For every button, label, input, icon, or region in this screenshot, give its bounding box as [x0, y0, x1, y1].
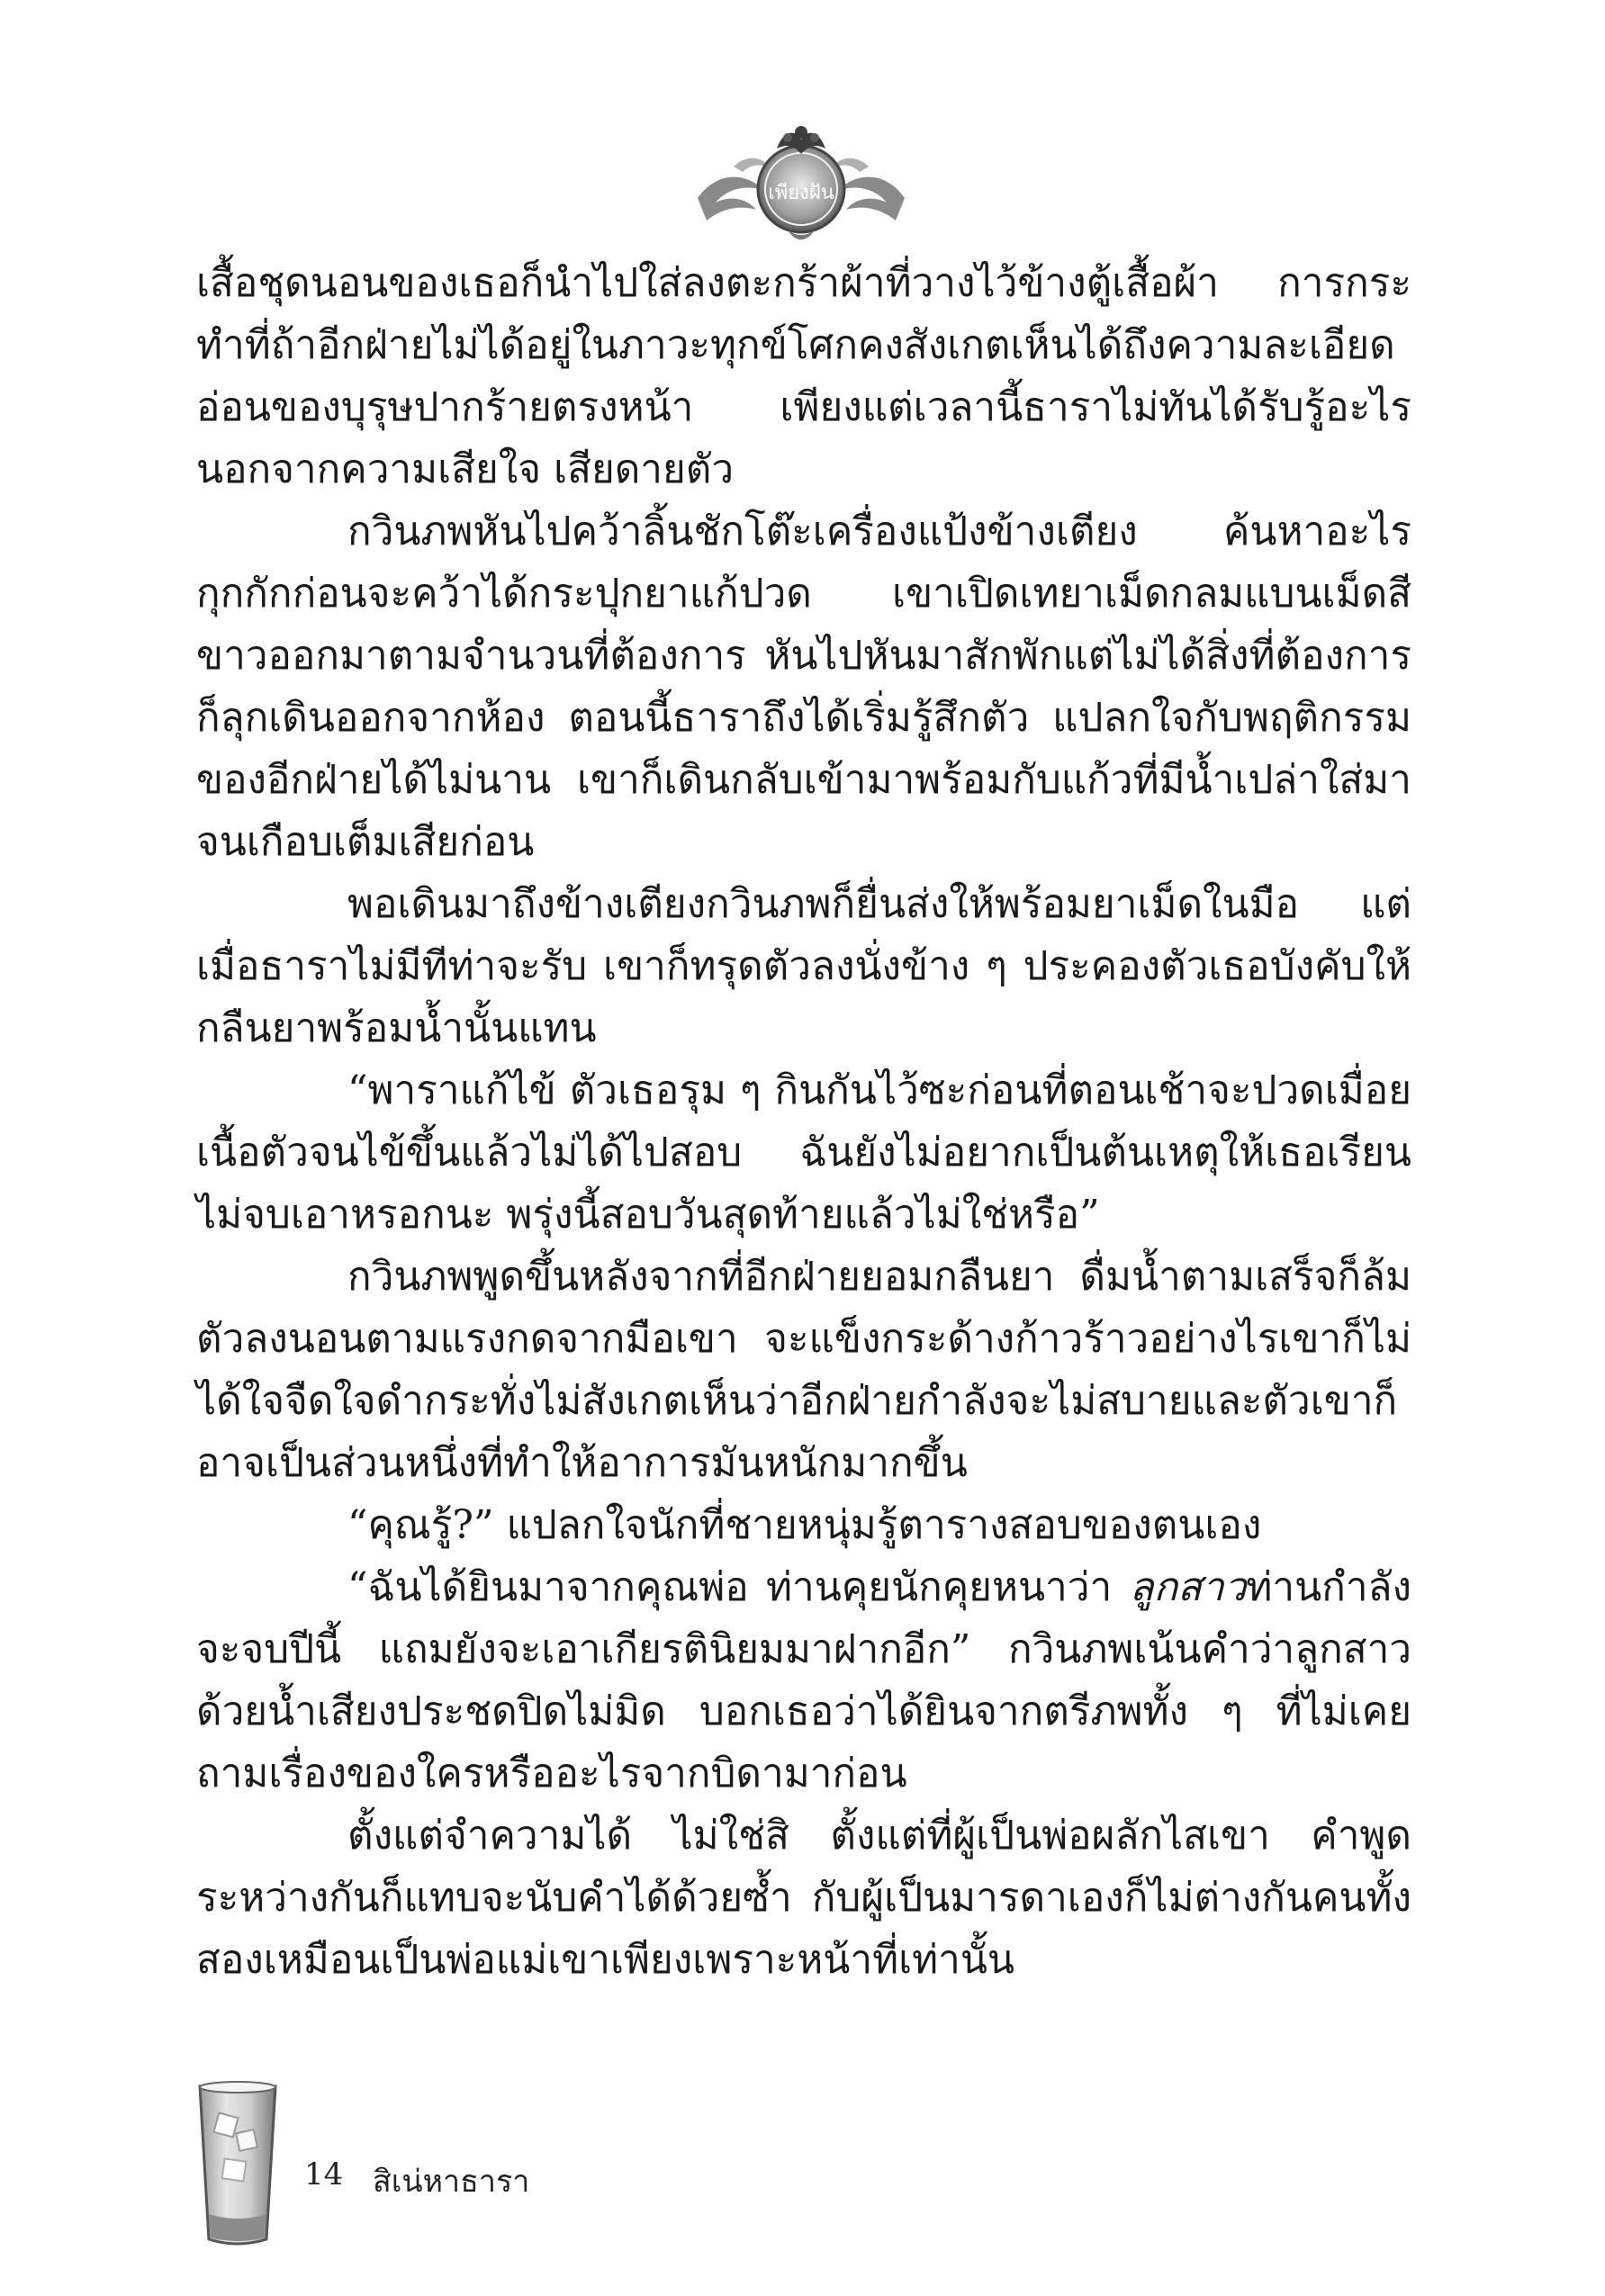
water-glass-icon [196, 2079, 279, 2250]
paragraph-text: “พาราแก้ไข้ ตัวเธอรุม ๆ กินกันไว้ซะก่อนที่ตอนเช้าจะปวดเมื่อยเนื้อตัวจนไข้ขึ้นแล้วไม่ได้ไปสอบ ฉันยังไม่อยากเป็นต้นเหตุให้เธอเรียนไม่จบเอาหรอกนะ พรุ่งนี้สอบวันสุดท้ายแล้วไม่ใช่หรือ” [196, 1067, 1411, 1238]
paragraph-text: เสื้อชุดนอนของเธอก็นำไปใส่ลงตะกร้าผ้าที่วางไว้ข้างตู้เสื้อผ้า การกระทำที่ถ้าอีกฝ่ายไม่ได้อยู่ในภาวะทุกข์โศกคงสังเกตเห็นได้ถึงความละเอียดอ่อนของบุรุษปากร้ายตรงหน้า เพียงแต่เวลานี้ธาราไม่ทันได้รับรู้อะไรนอกจากความเสียใจ เสียดายตัว [196, 260, 1411, 492]
paragraph-text: ท่านกำลังจะจบปีนี้ แถมยังจะเอาเกียรตินิยมมาฝากอีก” กวินภพเน้นคำว่าลูกสาวด้วยน้ำเสียงประชดปิดไม่มิด บอกเธอว่าได้ยินจากตรีภพทั้ง ๆ ที่ไม่เคยถามเรื่องของใครหรืออะไรจากบิดามาก่อน [196, 1564, 1411, 1796]
paragraph-text: พอเดินมาถึงข้างเตียงกวินภพก็ยื่นส่งให้พร้อมยาเม็ดในมือ แต่เมื่อธาราไม่มีทีท่าจะรับ เขาก็ทรุดตัวลงนั่งข้าง ๆ ประคองตัวเธอบังคับให้กลืนยาพร้อมน้ำนั้นแทน [196, 881, 1411, 1051]
ornamental-crest-icon [680, 113, 923, 248]
paragraph-text: ตั้งแต่จำความได้ ไม่ใช่สิ ตั้งแต่ที่ผู้เป็นพ่อผลักไสเขา คำพูดระหว่างกันก็แทบจะนับคำได้ด้วยซ้ำ กับผู้เป็นมารดาเองก็ไม่ต่างกันคนทั้งสองเหมือนเป็นพ่อแม่เขาเพียงเพราะหน้าที่เท่านั้น [196, 1813, 1411, 1983]
emphasized-text: ลูกสาว [1129, 1564, 1247, 1610]
paragraph-text: “ฉันได้ยินมาจากคุณพ่อ ท่านคุยนักคุยหนาว่า [347, 1564, 1130, 1610]
paragraph-text: “คุณรู้?” แปลกใจนักที่ชายหนุ่มรู้ตารางสอบของตนเอง [347, 1502, 1262, 1548]
svg-text:เพียงฝัน: เพียงฝัน [768, 182, 834, 204]
paragraph [196, 1059, 1411, 1246]
paragraph [196, 1556, 1411, 1805]
paragraph [196, 1246, 1411, 1494]
paragraph [196, 1494, 1411, 1556]
story-text [196, 252, 1411, 1991]
page-footer [196, 2079, 736, 2259]
book-title: สิเน่หาธารา [373, 2164, 530, 2200]
paragraph [196, 873, 1411, 1059]
paragraph-text: กวินภพพูดขึ้นหลังจากที่อีกฝ่ายยอมกลืนยา ดื่มน้ำตามเสร็จก็ล้มตัวลงนอนตามแรงกดจากมือเขา จะแข็งกระด้างก้าวร้าวอย่างไรเขาก็ไม่ได้ใจจืดใจดำกระทั่งไม่สังเกตเห็นว่าอีกฝ่ายกำลังจะไม่สบายและตัวเขาก็อาจเป็นส่วนหนึ่งที่ทำให้อาการมันหนักมากขึ้น [196, 1254, 1411, 1486]
paragraph [196, 1805, 1411, 1991]
paragraph [196, 252, 1411, 500]
paragraph-text: กวินภพหันไปคว้าลิ้นชักโต๊ะเครื่องแป้งข้างเตียง ค้นหาอะไรกุกกักก่อนจะคว้าได้กระปุกยาแก้ปวด เขาเปิดเทยาเม็ดกลมแบนเม็ดสีขาวออกมาตามจำนวนที่ต้องการ หันไปหันมาสักพักแต่ไม่ได้สิ่งที่ต้องการก็ลุกเดินออกจากห้อง ตอนนี้ธาราถึงได้เริ่มรู้สึกตัว แปลกใจกับพฤติกรรมของอีกฝ่ายได้ไม่นาน เขาก็เดินกลับเข้ามาพร้อมกับแก้วที่มีน้ำเปล่าใส่มาจนเกือบเต็มเสียก่อน [196, 509, 1411, 865]
page-number: 14 [304, 2156, 344, 2192]
paragraph [196, 500, 1411, 873]
